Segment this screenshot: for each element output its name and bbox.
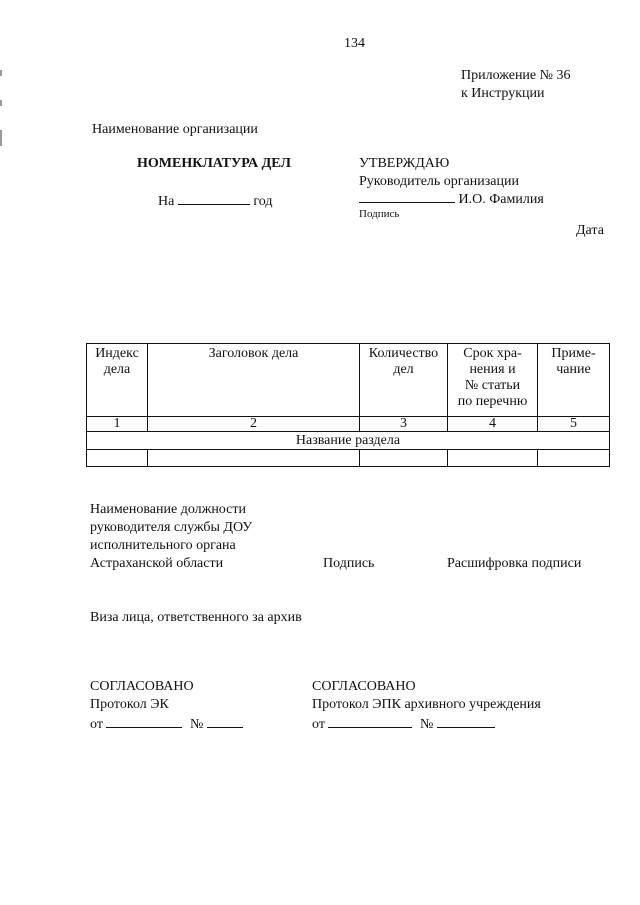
approve-title: УТВЕРЖДАЮ	[359, 156, 450, 171]
approve-date: Дата	[576, 223, 604, 238]
date-blank	[328, 715, 412, 728]
signature-label: Подпись	[323, 556, 375, 571]
table-row	[87, 450, 610, 467]
column-number: 4	[448, 417, 538, 432]
approve-signature-line	[359, 190, 544, 208]
column-number: 2	[148, 417, 360, 432]
from-label: от	[312, 717, 325, 732]
header-storage-term: Срок хра- нения и № статьи по перечню	[448, 344, 538, 417]
number-blank	[207, 715, 243, 728]
table-cell	[538, 450, 610, 467]
column-number: 5	[538, 417, 610, 432]
signature-decode: Расшифровка подписи	[447, 556, 582, 571]
from-label: от	[90, 717, 103, 732]
margin-mark	[0, 130, 2, 146]
column-number: 1	[87, 417, 148, 432]
section-name: Название раздела	[87, 432, 610, 450]
approve-position: Руководитель организации	[359, 174, 519, 189]
table-cell	[360, 450, 448, 467]
agreed-right-date-line	[312, 715, 495, 733]
table-header-row	[87, 344, 610, 417]
margin-mark	[0, 70, 2, 76]
table-section-row	[87, 432, 610, 450]
year-suffix: год	[253, 194, 273, 209]
number-label: №	[189, 717, 204, 732]
year-blank	[178, 192, 250, 205]
agreed-left-title: СОГЛАСОВАНО	[90, 679, 194, 694]
archive-visa: Виза лица, ответственного за архив	[90, 610, 302, 625]
head-position-line-1: Наименование должности	[90, 502, 246, 517]
agreed-right-title: СОГЛАСОВАНО	[312, 679, 416, 694]
header-quantity: Количество дел	[360, 344, 448, 417]
header-index: Индекс дела	[87, 344, 148, 417]
document-title: НОМЕНКЛАТУРА ДЕЛ	[137, 156, 291, 171]
margin-mark	[0, 100, 2, 106]
header-note: Приме- чание	[538, 344, 610, 417]
date-blank	[106, 715, 182, 728]
head-position-line-2: руководителя службы ДОУ	[90, 520, 253, 535]
organization-name: Наименование организации	[92, 122, 258, 137]
number-blank	[437, 715, 495, 728]
agreed-right-protocol: Протокол ЭПК архивного учреждения	[312, 697, 541, 712]
column-number: 3	[360, 417, 448, 432]
head-position-line-4: Астраханской области	[90, 556, 224, 571]
agreed-left-protocol: Протокол ЭК	[90, 697, 169, 712]
year-line	[158, 192, 272, 210]
agreed-left-date-line	[90, 715, 243, 733]
head-position-line-3: исполнительного органа	[90, 538, 236, 553]
number-label: №	[419, 717, 434, 732]
appendix-line-2: к Инструкции	[461, 86, 545, 101]
signature-blank	[359, 190, 455, 203]
year-prefix: На	[158, 194, 175, 209]
header-title: Заголовок дела	[148, 344, 360, 417]
table-cell	[148, 450, 360, 467]
page-number: 134	[344, 36, 365, 51]
table-cell	[87, 450, 148, 467]
signature-caption: Подпись	[359, 208, 400, 220]
table-cell	[448, 450, 538, 467]
approver-name: И.О. Фамилия	[458, 192, 544, 207]
appendix-line-1: Приложение № 36	[461, 68, 571, 83]
table-number-row	[87, 417, 610, 432]
nomenclature-table	[86, 343, 610, 467]
